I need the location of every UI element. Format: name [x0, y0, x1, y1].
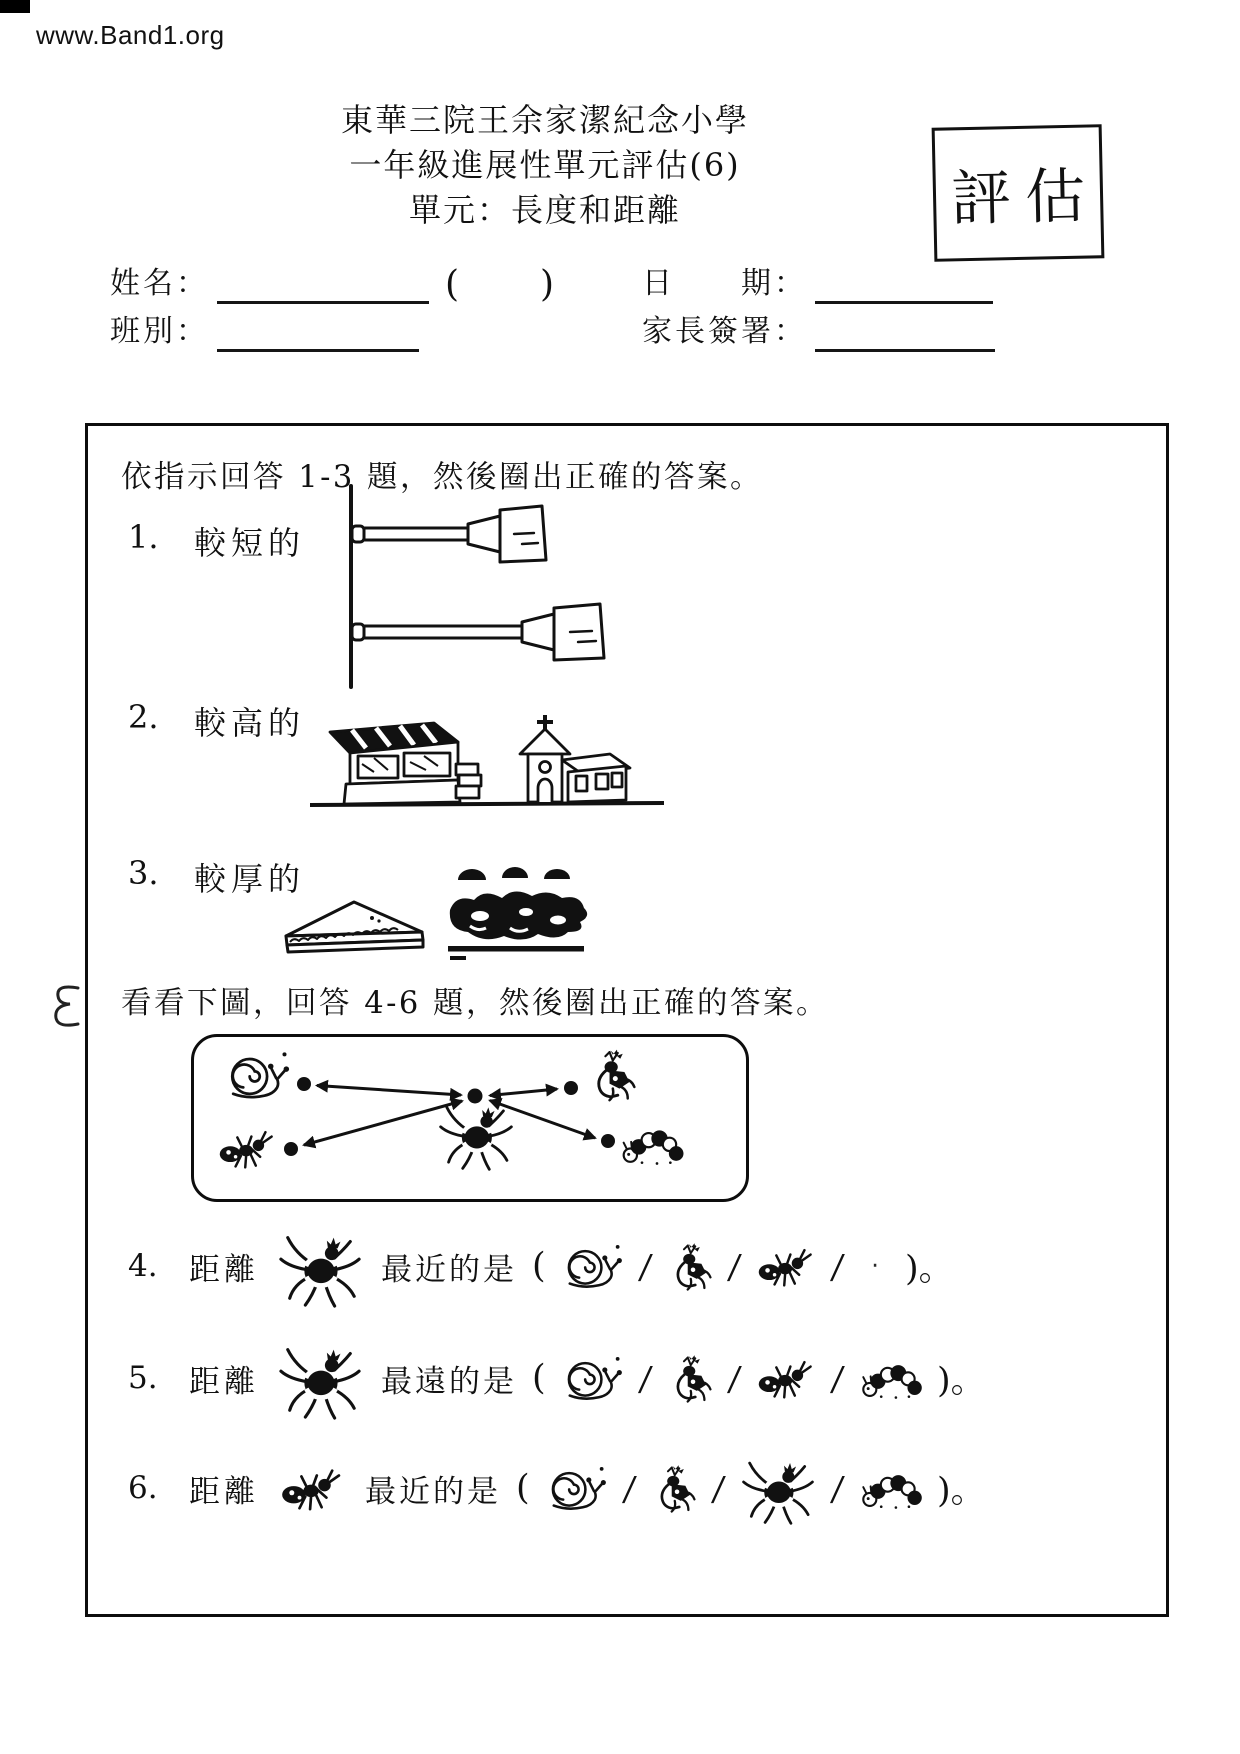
- grasshopper-icon: [668, 1241, 712, 1291]
- assessment-stamp-box: [932, 124, 1105, 262]
- question-row-5: [128, 1334, 986, 1422]
- name-blank-line: [217, 265, 429, 304]
- faint-dot: ‧: [871, 1252, 879, 1280]
- q1-number: 1.: [128, 518, 159, 556]
- parent-sign-label: 家長簽署：: [642, 314, 807, 349]
- question-prefix: 距離: [189, 1363, 259, 1400]
- option-separator: /: [620, 1468, 638, 1508]
- paren-close: )。: [937, 1361, 986, 1401]
- option-separator: /: [726, 1246, 743, 1286]
- assessment-title: 一年級進展性單元評估(6): [349, 146, 741, 184]
- q2-number: 2.: [128, 698, 159, 736]
- shop-and-church-image: [308, 712, 668, 812]
- option-separator: /: [829, 1468, 846, 1508]
- snail-icon: [545, 1462, 607, 1515]
- paren-open: (: [532, 1246, 546, 1286]
- q2-label: 較高的: [194, 704, 306, 742]
- option-separator: /: [829, 1246, 846, 1286]
- snail-icon: [561, 1240, 623, 1293]
- form-left-column: [110, 256, 630, 352]
- distance-arrows: [194, 1037, 746, 1199]
- ant-icon: [757, 1243, 815, 1289]
- sandwich-image: [280, 896, 428, 956]
- name-label: 姓名：: [110, 266, 209, 301]
- paren-close: )。: [937, 1471, 986, 1511]
- question-prefix: 距離: [189, 1473, 259, 1510]
- grasshopper-icon: [668, 1353, 712, 1403]
- q3-number: 3.: [128, 854, 159, 892]
- scan-corner-artifact: [0, 0, 30, 13]
- spider-icon: [741, 1451, 815, 1525]
- name-paren-open: (: [445, 264, 463, 305]
- snail-icon: [561, 1352, 623, 1405]
- scan-artifact-squiggle: [44, 980, 86, 1032]
- caterpillar-icon: [860, 1466, 922, 1510]
- paren-open: (: [532, 1358, 546, 1398]
- caterpillar-icon: [860, 1356, 922, 1400]
- q1-label: 較短的: [194, 524, 306, 562]
- two-brushes-image: [342, 482, 652, 692]
- grasshopper-icon: [652, 1463, 696, 1513]
- class-label: 班別：: [110, 314, 209, 349]
- option-separator: /: [636, 1246, 654, 1286]
- ant-icon: [757, 1355, 815, 1401]
- question-number: 5.: [128, 1360, 158, 1396]
- burger-image: [440, 864, 592, 962]
- q3-label: 較厚的: [194, 860, 306, 898]
- question-row-4: [128, 1222, 954, 1310]
- class-blank-line: [217, 313, 419, 352]
- question-text: 最遠的是: [381, 1363, 517, 1400]
- name-paren-close: ): [540, 264, 558, 305]
- option-separator: /: [710, 1468, 727, 1508]
- stamp-label: 評估: [950, 161, 1100, 235]
- paren-close: )。: [905, 1249, 954, 1289]
- date-label: 日 期：: [642, 266, 807, 301]
- date-row: [642, 256, 1062, 304]
- question-text: 最近的是: [381, 1251, 517, 1288]
- class-row: [110, 304, 630, 352]
- parent-sign-blank-line: [815, 313, 995, 352]
- part2-instruction: 看看下圖，回答 4-6 題，然後圈出正確的答案。: [121, 986, 830, 1021]
- question-row-6: [128, 1444, 986, 1532]
- header-title-block: [308, 98, 782, 233]
- name-row: [110, 256, 630, 304]
- parent-sign-row: [642, 304, 1062, 352]
- main-question-box: [85, 423, 1169, 1617]
- option-separator: /: [636, 1358, 654, 1398]
- paren-open: (: [516, 1468, 530, 1508]
- school-name: 東華三院王余家潔紀念小學: [340, 101, 749, 139]
- watermark: www.Band1.org: [36, 20, 225, 50]
- date-blank-line: [815, 265, 993, 304]
- unit-line: 單元：長度和距離: [408, 191, 681, 229]
- part1-instruction: 依指示回答 1-3 題，然後圈出正確的答案。: [121, 460, 764, 495]
- form-right-column: [642, 256, 1062, 352]
- option-separator: /: [726, 1358, 743, 1398]
- question-text: 最近的是: [365, 1473, 501, 1510]
- spider-icon: [278, 1224, 362, 1308]
- question-prefix: 距離: [189, 1251, 259, 1288]
- ant-icon: [280, 1463, 344, 1513]
- question-number: 4.: [128, 1248, 158, 1284]
- distance-diagram-box: [191, 1034, 749, 1202]
- spider-icon: [278, 1336, 362, 1420]
- option-separator: /: [829, 1358, 846, 1398]
- question-number: 6.: [128, 1470, 158, 1506]
